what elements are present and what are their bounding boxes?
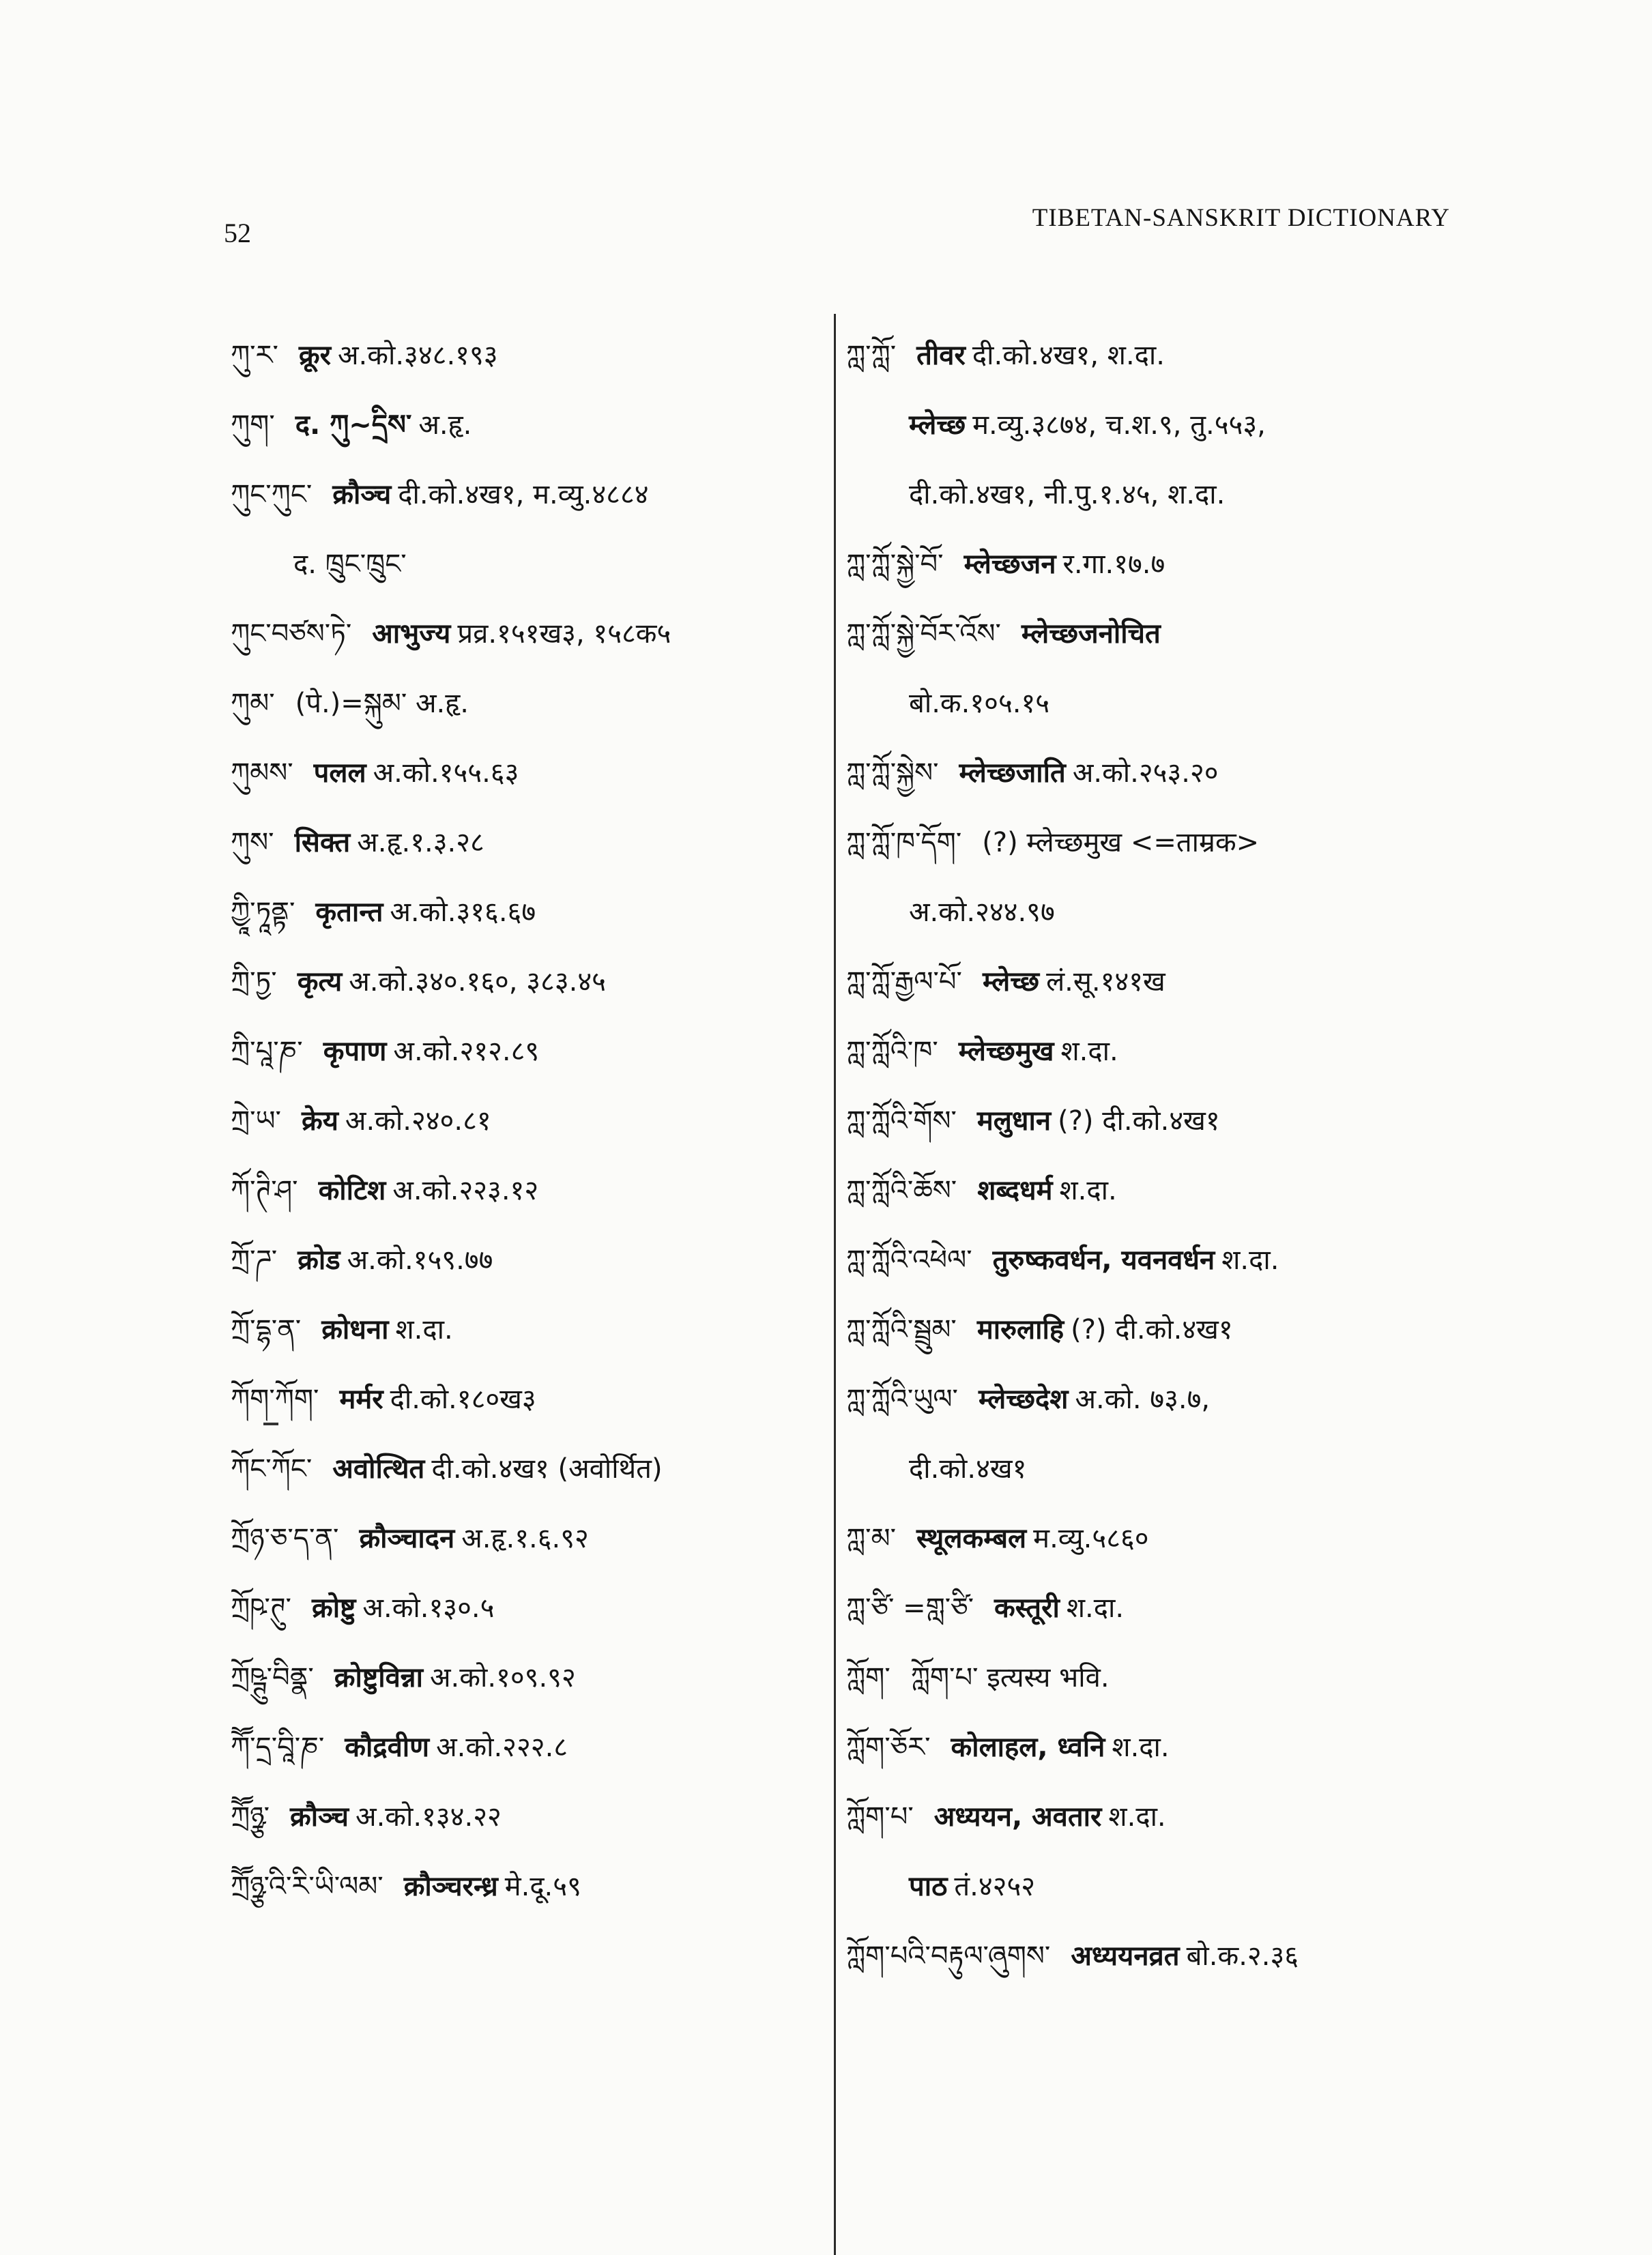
source-reference: द. ཁྲུང་ཁྲུང་: [293, 549, 407, 580]
source-reference: अ.को.१३०.५: [362, 1592, 495, 1624]
tibetan-headword: ཀླ་ཀློའི་གོས་: [846, 1105, 957, 1137]
tibetan-headword: ཀློག་ཅོར་: [846, 1732, 931, 1763]
source-reference: श.दा.: [1112, 1732, 1170, 1763]
dictionary-entry: [846, 599, 1447, 669]
dictionary-entry: [231, 1017, 831, 1086]
dictionary-entry: [231, 599, 831, 669]
dictionary-entry: [231, 1365, 831, 1434]
tibetan-headword: ཀླ་ཀློ་སྐྱེ་བོ་: [846, 549, 944, 580]
sanskrit-equivalent: म्लेच्छ: [982, 966, 1040, 998]
source-reference: श.दा.: [1060, 1036, 1118, 1067]
source-reference: अ.हृ.: [418, 409, 472, 441]
tibetan-headword: ཀྱཱི་ཏཱནྟ་: [231, 897, 295, 928]
sanskrit-equivalent: म्लेच्छदेश: [978, 1384, 1069, 1415]
running-title: TIBETAN-SANSKRIT DICTIONARY: [1032, 204, 1450, 232]
dictionary-entry: [846, 947, 1447, 1017]
source-reference: श.दा.: [1066, 1592, 1125, 1624]
tibetan-headword: ཀོག་ཀོག་: [231, 1384, 319, 1415]
sanskrit-equivalent: कृत्य: [297, 966, 343, 998]
tibetan-headword: ཀྲོཥ་ཊུ་: [231, 1592, 291, 1624]
dictionary-entry: [846, 1086, 1447, 1156]
source-reference: (?) म्लेच्छमुख <=ताम्रक>: [982, 827, 1260, 858]
sanskrit-equivalent: म्लेच्छजन: [963, 549, 1056, 580]
source-reference: अ.को.१५५.६३: [373, 757, 519, 789]
dictionary-entry: [231, 947, 831, 1017]
sanskrit-equivalent: अध्ययन, अवतार: [933, 1801, 1102, 1833]
sanskrit-equivalent: क्रौञ्चरन्ध्र: [403, 1871, 498, 1902]
tibetan-headword: ཀློག་པ་: [846, 1801, 914, 1833]
tibetan-headword: ཀུས་: [231, 827, 274, 858]
dictionary-entry: [846, 1434, 1447, 1504]
source-reference: दी.को.४ख१ (अवोर्थित): [431, 1453, 663, 1485]
sanskrit-equivalent: द. ཀུ~དྲིས་: [295, 409, 412, 441]
sanskrit-equivalent: तुरुष्कवर्धन, यवनवर्धन: [992, 1245, 1215, 1276]
tibetan-headword: ཀུང་ཀུང་: [231, 479, 313, 510]
dictionary-entry: [231, 1713, 831, 1782]
tibetan-headword: ཀླ་ཀློ་སྐྱེས་: [846, 757, 939, 789]
source-reference: (?) दी.को.४ख१: [1071, 1314, 1233, 1345]
source-reference: बो.क.१०५.१५: [909, 688, 1050, 719]
sanskrit-equivalent: शब्दधर्म: [977, 1175, 1053, 1206]
source-reference: मे.दू.५९: [504, 1871, 581, 1902]
source-reference: दी.को.४ख१: [909, 1453, 1027, 1485]
sanskrit-equivalent: सिक्त: [294, 827, 351, 858]
dictionary-entry: [231, 877, 831, 947]
tibetan-headword: ཀུ་ར་: [231, 340, 278, 371]
source-reference: ཀློག་པ་ इत्यस्य भवि.: [910, 1662, 1110, 1693]
dictionary-entry: [231, 1573, 831, 1643]
tibetan-headword: ཀླ་ཀློ་སྐྱེ་བོར་འོས་: [846, 618, 1001, 650]
dictionary-entry: [846, 1852, 1447, 1921]
sanskrit-equivalent: कृपाण: [323, 1036, 387, 1067]
tibetan-headword: ཀྲོཥྚུ་བིནྣ་: [231, 1662, 314, 1693]
tibetan-headword: ཀུང་བཙས་ཏེ་: [231, 618, 352, 650]
dictionary-entry: [231, 738, 831, 808]
source-reference: म.व्यु.५८६०: [1033, 1523, 1149, 1554]
tibetan-headword: ཀྲི་པཱ་ཎ་: [231, 1036, 303, 1067]
dictionary-entry: [231, 460, 831, 529]
tibetan-headword: ཀུག་: [231, 409, 275, 441]
source-reference: अ.को.१३४.२२: [356, 1801, 502, 1833]
dictionary-entry: [231, 669, 831, 738]
source-reference: (?) दी.को.४ख१: [1058, 1105, 1220, 1137]
tibetan-headword: ཀླ་ཀློ་: [846, 340, 897, 371]
source-reference: दी.को.४ख१, नी.पु.१.४५, श.दा.: [909, 479, 1226, 510]
source-reference: बो.क.२.३६: [1186, 1940, 1299, 1972]
dictionary-entry: [231, 390, 831, 460]
tibetan-headword: ཀླ་ཀློ་རྒྱལ་པོ་: [846, 966, 962, 998]
sanskrit-equivalent: क्रोष्टुविन्ना: [334, 1662, 423, 1693]
stray-mark: [263, 1423, 278, 1425]
sanskrit-equivalent: कोटिश: [318, 1175, 386, 1206]
source-reference: लं.सू.१४१ख: [1046, 966, 1165, 998]
dictionary-entry: [846, 1295, 1447, 1365]
sanskrit-equivalent: मर्मर: [339, 1384, 383, 1415]
dictionary-entry: [846, 460, 1447, 529]
tibetan-headword: ཀླ་ཀློའི་སྦྲུམ་: [846, 1314, 957, 1345]
sanskrit-equivalent: म्लेच्छजनोचित: [1021, 618, 1161, 650]
sanskrit-equivalent: क्रूर: [298, 340, 331, 371]
right-column: [846, 321, 1447, 1991]
source-reference: अ.को.३४८.१९३: [337, 340, 498, 371]
dictionary-entry: [231, 1295, 831, 1365]
source-reference: अ.को.३४०.१६०, ३८३.४५: [349, 966, 606, 998]
tibetan-headword: ཀྲོ་དྷ་ན་: [231, 1314, 302, 1345]
source-reference: श.दा.: [1108, 1801, 1166, 1833]
tibetan-headword: ཀྲོ་ཌ་: [231, 1245, 278, 1276]
sanskrit-equivalent: कोलाहल, ध्वनि: [951, 1732, 1105, 1763]
tibetan-headword: ཀླ་ཀློའི་ཁ་: [846, 1036, 938, 1067]
sanskrit-equivalent: म्लेच्छमुख: [958, 1036, 1054, 1067]
dictionary-entry: [846, 1713, 1447, 1782]
source-reference: अ.को.३१६.६७: [390, 897, 536, 928]
source-reference: अ.को.२२३.१२: [392, 1175, 539, 1206]
sanskrit-equivalent: क्रौञ्चादन: [359, 1523, 455, 1554]
dictionary-entry: [846, 321, 1447, 390]
dictionary-entry: [846, 1921, 1447, 1991]
source-reference: र.गा.१७.७: [1062, 549, 1165, 580]
dictionary-entry: [846, 1365, 1447, 1434]
page-number: 52: [224, 218, 251, 248]
dictionary-entry: [231, 1156, 831, 1225]
sanskrit-equivalent: क्रोधना: [321, 1314, 389, 1345]
tibetan-headword: ཀྲཽཉྩ་: [231, 1801, 270, 1833]
sanskrit-equivalent: म्लेच्छ: [909, 409, 966, 441]
source-reference: प्रव्र.१५१ख३, १५८क५: [457, 618, 671, 650]
source-reference: अ.को.१५९.७७: [347, 1245, 493, 1276]
tibetan-headword: ཀོང་ཀོང་: [231, 1453, 313, 1485]
dictionary-entry: [231, 1643, 831, 1713]
tibetan-headword: ཀློག་: [846, 1662, 890, 1693]
dictionary-entry: [846, 1225, 1447, 1295]
sanskrit-equivalent: कस्तूरी: [994, 1592, 1060, 1624]
source-reference: श.दा.: [395, 1314, 453, 1345]
tibetan-headword: ཀློག་པའི་བརྟུལ་ཞུགས་: [846, 1940, 1051, 1972]
sanskrit-equivalent: क्रौञ्च: [290, 1801, 349, 1833]
dictionary-entry: [846, 1643, 1447, 1713]
source-reference: अ.हृ.१.३.२८: [357, 827, 484, 858]
dictionary-entry: [231, 321, 831, 390]
source-reference: (पे.)=སྐུམ་ अ.हृ.: [295, 688, 469, 719]
source-reference: म.व्यु.३८७४, च.श.९, तु.५५३,: [972, 409, 1266, 441]
dictionary-entry: [846, 738, 1447, 808]
tibetan-headword: ཀྲི་ཏྱ་: [231, 966, 277, 998]
sanskrit-equivalent: म्लेच्छजाति: [959, 757, 1066, 789]
dictionary-entry: [231, 1782, 831, 1852]
tibetan-headword: ཀླ་ཀློའི་ཆོས་: [846, 1175, 957, 1206]
tibetan-headword: ཀཽ་དྲ་བཱི་ཎ་: [231, 1732, 325, 1763]
sanskrit-equivalent: क्रौञ्च: [332, 479, 392, 510]
source-reference: अ.को.२४०.८१: [345, 1105, 491, 1137]
sanskrit-equivalent: स्थूलकम्बल: [916, 1523, 1027, 1554]
tibetan-headword: ཀྲེ་ཡ་: [231, 1105, 281, 1137]
source-reference: दी.को.४ख१, म.व्यु.४८८४: [398, 479, 649, 510]
tibetan-headword: ཀོ་ཊི་ཤ་: [231, 1175, 298, 1206]
source-reference: अ.को.२२२.८: [436, 1732, 568, 1763]
source-reference: दी.को.४ख१, श.दा.: [972, 340, 1165, 371]
sanskrit-equivalent: क्रोड: [298, 1245, 340, 1276]
sanskrit-equivalent: अवोत्थित: [332, 1453, 425, 1485]
column-divider: [834, 314, 836, 2255]
sanskrit-equivalent: क्रोष्टु: [311, 1592, 356, 1624]
sanskrit-equivalent: पाठ: [909, 1871, 948, 1902]
dictionary-entry: [231, 1852, 831, 1921]
sanskrit-equivalent: तीवर: [916, 340, 966, 371]
source-reference: अ.हृ.१.६.९२: [461, 1523, 589, 1554]
sanskrit-equivalent: कृतान्त: [315, 897, 383, 928]
tibetan-headword: ཀུམས་: [231, 757, 293, 789]
source-reference: अ.को.२४४.९७: [909, 897, 1055, 928]
dictionary-entry: [231, 1504, 831, 1573]
dictionary-entry: [231, 529, 831, 599]
source-reference: श.दा.: [1221, 1245, 1279, 1276]
dictionary-entry: [231, 1086, 831, 1156]
tibetan-headword: ཀླ་མ་: [846, 1523, 897, 1554]
tibetan-headword: ཀྲཽཉྩ་འི་རི་ཡི་ལམ་: [231, 1871, 383, 1902]
tibetan-headword: ཀླ་ཀློའི་ཡུལ་: [846, 1384, 958, 1415]
source-reference: अ.को.१०९.९२: [429, 1662, 576, 1693]
sanskrit-equivalent: कौद्रवीण: [345, 1732, 430, 1763]
source-reference: अ.को.२५३.२०: [1072, 757, 1219, 789]
tibetan-headword: ཀྲོཉ་ཅ་ད་ན་: [231, 1523, 339, 1554]
tibetan-headword: ཀླ་ཙི་ =གླ་ཙི་: [846, 1592, 974, 1624]
dictionary-entry: [846, 529, 1447, 599]
dictionary-entry: [846, 1573, 1447, 1643]
sanskrit-equivalent: पलल: [313, 757, 366, 789]
sanskrit-equivalent: आभुज्य: [372, 618, 451, 650]
sanskrit-equivalent: मारुलाहि: [976, 1314, 1064, 1345]
source-reference: दी.को.१८०ख३: [390, 1384, 536, 1415]
sanskrit-equivalent: अध्ययनव्रत: [1071, 1940, 1180, 1972]
dictionary-entry: [846, 877, 1447, 947]
tibetan-headword: ཀླ་ཀློ་ཁ་དོག་: [846, 827, 962, 858]
dictionary-entry: [846, 1504, 1447, 1573]
dictionary-entry: [231, 1225, 831, 1295]
dictionary-entry: [846, 1156, 1447, 1225]
dictionary-entry: [231, 1434, 831, 1504]
source-reference: अ.को. ७३.७,: [1075, 1384, 1211, 1415]
dictionary-entry: [846, 1782, 1447, 1852]
source-reference: अ.को.२१२.८९: [393, 1036, 540, 1067]
dictionary-entry: [231, 808, 831, 877]
sanskrit-equivalent: मलुधान: [976, 1105, 1052, 1137]
sanskrit-equivalent: क्रेय: [301, 1105, 338, 1137]
left-column: [231, 321, 831, 1921]
dictionary-entry: [846, 669, 1447, 738]
tibetan-headword: ཀླ་ཀློའི་འཕེལ་: [846, 1245, 972, 1276]
source-reference: तं.४२५२: [954, 1871, 1036, 1902]
source-reference: श.दा.: [1059, 1175, 1117, 1206]
dictionary-entry: [846, 808, 1447, 877]
dictionary-entry: [846, 1017, 1447, 1086]
dictionary-entry: [846, 390, 1447, 460]
tibetan-headword: ཀུམ་: [231, 688, 275, 719]
